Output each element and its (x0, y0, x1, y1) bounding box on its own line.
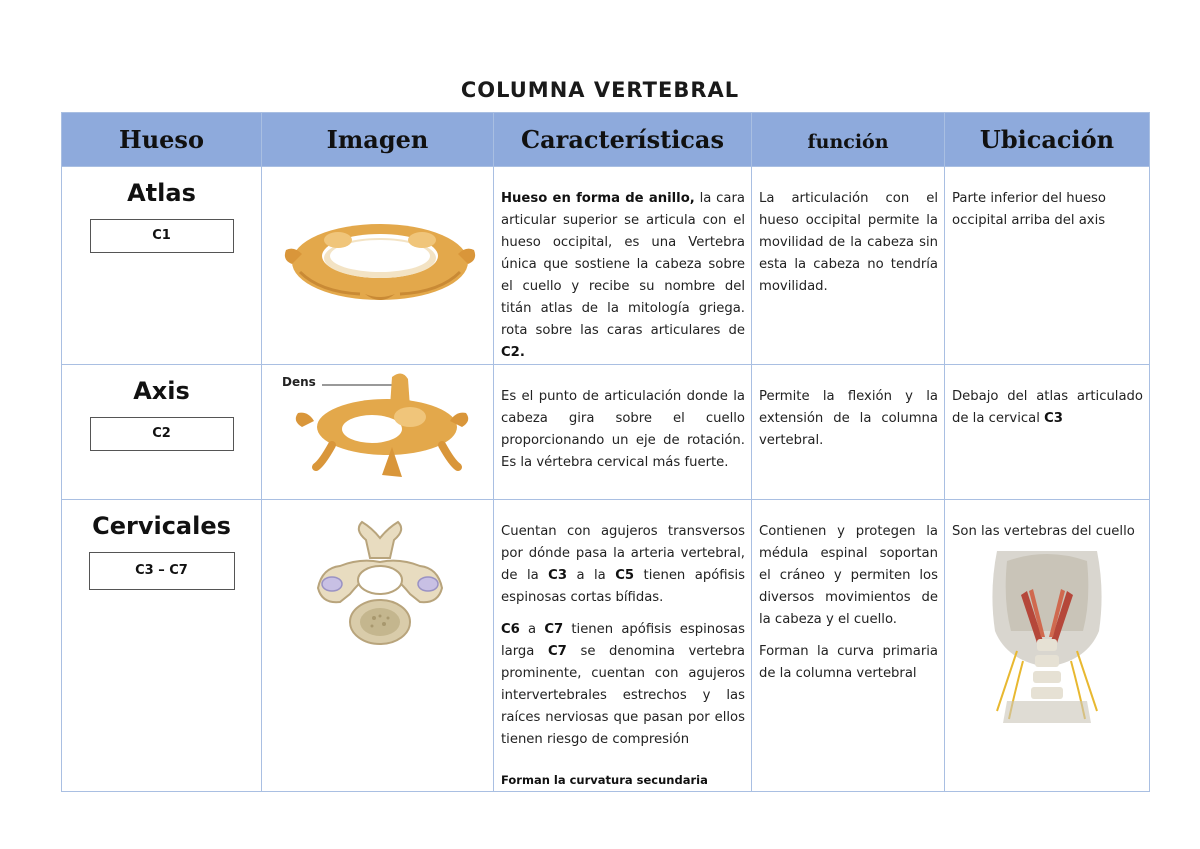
ubicacion-text: Parte inferior del hueso occipital arriba del axis (952, 191, 1106, 228)
table-row (62, 365, 1150, 500)
dens-label: Dens (282, 375, 316, 389)
funcion-paragraph: Contienen y protegen la médula espinal soportan el cráneo y permiten los diversos movimientos de la cabeza y el cuello. (759, 524, 938, 627)
table-header-row (62, 113, 1150, 167)
funcion-text: Permite la flexión y la extensión de la columna vertebral. (759, 389, 938, 448)
header-imagen: Imagen (262, 113, 494, 167)
bone-name: Cervicales (92, 512, 231, 540)
bone-cell (62, 365, 262, 500)
atlas-vertebra-image (280, 202, 480, 312)
funcion-cell (752, 365, 945, 500)
page-title: COLUMNA VERTEBRAL (460, 78, 740, 102)
ubicacion-cell (945, 500, 1150, 792)
caract-note: Forman la curvatura secundaria (501, 773, 708, 787)
ubicacion-cell (945, 365, 1150, 500)
funcion-paragraph: Forman la curva primaria de la columna vertebral (759, 644, 938, 681)
header-funcion: función (752, 113, 945, 167)
table-row (62, 167, 1150, 365)
bone-cell (62, 500, 262, 792)
bone-name: Axis (133, 377, 190, 405)
ubicacion-text: Debajo del atlas articulado de la cervical (952, 389, 1143, 426)
caract-text: la cara articular superior se articula con el hueso occipital, es una Vertebra única que sostiene la cabeza sobre el cuello y recibe su nombre del titán atlas de la mitología griega. rota sobre las caras articulares de (501, 191, 746, 338)
header-caracteristicas: Características (494, 113, 752, 167)
bone-code: C1 (90, 219, 234, 253)
caract-bold-code: C2. (501, 345, 525, 360)
bone-name: Atlas (127, 179, 196, 207)
funcion-cell (752, 500, 945, 792)
caracteristicas-cell (494, 500, 752, 792)
caracteristicas-cell (494, 365, 752, 500)
vertebral-column-table (61, 112, 1150, 792)
funcion-text: La articulación con el hueso occipital permite la movilidad de la cabeza sin esta la cabeza no tendría movilidad. (759, 191, 938, 294)
cervical-vertebra-image (310, 518, 450, 648)
caracteristicas-cell (494, 167, 752, 365)
caract-paragraph: C6 a C7 tienen apófisis espinosas larga C7 se denomina vertebra prominente, cuentan con agujeros intervertebrales estrechos y las raíces nerviosas que pasan por ellos tienen riesgo de compresión (501, 622, 745, 747)
neck-anatomy-image (987, 551, 1107, 723)
bone-code: C3 – C7 (89, 552, 235, 590)
ubicacion-cell (945, 167, 1150, 365)
image-cell (262, 167, 494, 365)
ubicacion-text: Son las vertebras del cuello (952, 524, 1135, 539)
bone-cell (62, 167, 262, 365)
header-hueso: Hueso (62, 113, 262, 167)
caract-paragraph: Cuentan con agujeros transversos por dónde pasa la arteria vertebral, de la C3 a la C5 tienen apófisis espinosas cortas bífidas. (501, 524, 745, 605)
axis-vertebra-image (292, 367, 472, 487)
caract-bold-text: Hueso en forma de anillo, (501, 191, 695, 206)
funcion-cell (752, 167, 945, 365)
ubicacion-bold-code: C3 (1044, 411, 1063, 426)
image-cell (262, 365, 494, 500)
header-ubicacion: Ubicación (945, 113, 1150, 167)
caract-text: Es el punto de articulación donde la cabeza gira sobre el cuello proporcionando un eje de rotación. Es la vértebra cervical más fuerte. (501, 389, 745, 470)
table-row (62, 500, 1150, 792)
image-cell (262, 500, 494, 792)
bone-code: C2 (90, 417, 234, 451)
